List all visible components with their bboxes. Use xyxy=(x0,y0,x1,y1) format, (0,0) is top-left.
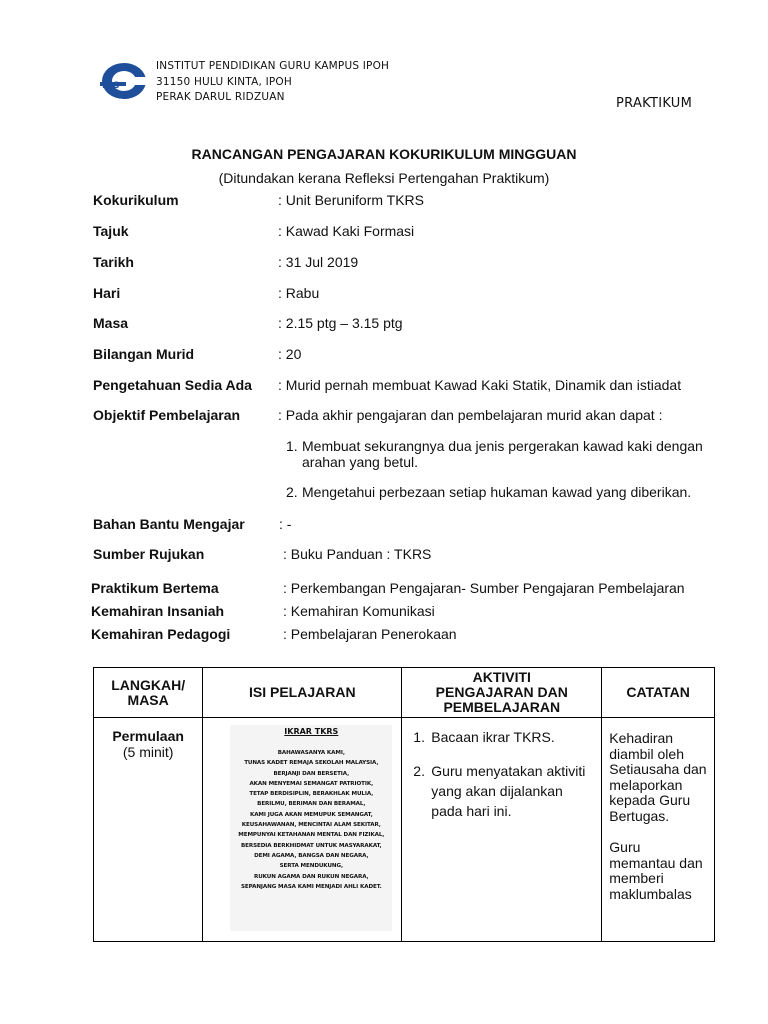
document-subtitle: (Ditundakan kerana Refleksi Pertengahan Praktikum) xyxy=(218,170,550,186)
catatan-notes xyxy=(603,719,713,902)
objektif-item-text: Membuat sekurangnya dua jenis pergerakan kawad kaki dengan arahan yang betul. xyxy=(302,438,703,470)
aktiviti-item-text: Bacaan ikrar TKRS. xyxy=(431,729,555,745)
svg-text:IPG: IPG xyxy=(102,81,120,91)
header-masa: MASA xyxy=(127,691,169,708)
ikrar-line: BERILMU, BERIMAN DAN BERAMAL, xyxy=(257,801,366,808)
sumber-value: : Buku Panduan : TKRS xyxy=(283,546,432,562)
bahan-label: Bahan Bantu Mengajar xyxy=(93,516,245,532)
catatan-note: Kehadiran diambil oleh Setiausaha dan melaporkan kepada Guru Bertugas. xyxy=(609,730,707,824)
kokurikulum-label: Kokurikulum xyxy=(93,192,179,208)
objektif-item-number: 2. xyxy=(286,484,298,500)
table-header-row xyxy=(94,668,715,718)
tarikh-value: : 31 Jul 2019 xyxy=(278,254,359,270)
phase-cell xyxy=(94,718,203,942)
hari-value: : Rabu xyxy=(278,285,320,301)
ipg-logo-icon xyxy=(96,60,148,104)
document-title: RANCANGAN PENGAJARAN KOKURIKULUM MINGGUAN xyxy=(191,146,577,162)
ikrar-line: RUKUN AGAMA DAN RUKUN NEGARA, xyxy=(253,873,369,880)
objektif-item-text: Mengetahui perbezaan setiap hukaman kawad yang diberikan. xyxy=(302,484,692,500)
aktiviti-list xyxy=(403,719,600,821)
ikrar-line: SEPANJANG MASA KAMI MENJADI AHLI KADET. xyxy=(240,883,382,890)
table-row xyxy=(94,718,715,942)
aktiviti-item-text: Guru menyatakan aktiviti yang akan dijalankan pada hari ini. xyxy=(431,763,586,819)
phase-name: Permulaan xyxy=(112,728,184,744)
ikrar-line: TUNAS KADET REMAJA SEKOLAH MALAYSIA, xyxy=(244,760,379,767)
kemahiran-insaniah-label: Kemahiran Insaniah xyxy=(91,603,225,619)
ikrar-line: DEMI AGAMA, BANGSA DAN NEGARA, xyxy=(254,852,369,859)
kemahiran-insaniah-value: : Kemahiran Komunikasi xyxy=(283,603,435,619)
objektif-list xyxy=(286,438,726,514)
tajuk-value: : Kawad Kaki Formasi xyxy=(278,223,415,239)
bilangan-murid-label: Bilangan Murid xyxy=(93,346,195,362)
praktikum-bertema-value: : Perkembangan Pengajaran- Sumber Pengajaran Pembelajaran xyxy=(283,580,685,596)
header-langkah-masa xyxy=(94,668,203,718)
bilangan-murid-value: : 20 xyxy=(278,346,302,362)
kemahiran-pedagogi-value: : Pembelajaran Penerokaan xyxy=(283,626,457,642)
aktiviti-item-number: 2. xyxy=(413,763,425,779)
tajuk-label: Tajuk xyxy=(93,223,129,239)
kemahiran-pedagogi-label: Kemahiran Pedagogi xyxy=(91,626,231,642)
ikrar-line: KEUSAHAWANAN, MENCINTAI ALAM SEKITAR, xyxy=(241,822,381,829)
catatan-cell xyxy=(602,718,715,942)
aktiviti-item xyxy=(413,761,594,821)
header-catatan: CATATAN xyxy=(602,668,715,718)
aktiviti-item-number: 1. xyxy=(413,729,425,745)
header-isi-pelajaran: ISI PELAJARAN xyxy=(203,668,402,718)
tarikh-label: Tarikh xyxy=(93,254,134,270)
institute-name: INSTITUT PENDIDIKAN GURU KAMPUS IPOH xyxy=(156,60,390,72)
ikrar-line: BERJANJI DAN BERSETIA, xyxy=(273,770,350,777)
aktiviti-item xyxy=(413,727,594,747)
header-aktiviti-line-2: PENGAJARAN DAN xyxy=(435,684,568,700)
objektif-item xyxy=(286,438,726,470)
ikrar-line: TETAP BERDISIPLIN, BERAKHLAK MULIA, xyxy=(249,791,374,798)
ikrar-line: MEMPUNYAI KETAHANAN MENTAL DAN FIZIKAL, xyxy=(238,832,385,839)
ikrar-line: BAHAWASANYA KAMI, xyxy=(277,750,345,756)
phase-duration: (5 minit) xyxy=(122,744,174,760)
header-aktiviti xyxy=(402,668,602,718)
pengetahuan-value: : Murid pernah membuat Kawad Kaki Statik, Dinamik dan istiadat xyxy=(278,377,682,393)
lesson-plan-table xyxy=(93,667,715,942)
header-aktiviti-line-3: PEMBELAJARAN xyxy=(443,699,561,715)
objektif-value: : Pada akhir pengajaran dan pembelajaran murid akan dapat : xyxy=(278,407,663,423)
isi-cell xyxy=(203,718,402,942)
masa-value: : 2.15 ptg – 3.15 ptg xyxy=(278,315,403,331)
bahan-value: : - xyxy=(279,516,292,532)
ikrar-tkrs-image xyxy=(230,725,392,931)
objektif-item xyxy=(286,484,726,500)
hari-label: Hari xyxy=(93,285,121,301)
ikrar-line: KAMI JUGA AKAN MEMUPUK SEMANGAT, xyxy=(249,811,373,818)
ikrar-title: IKRAR TKRS xyxy=(284,727,339,736)
ikrar-line: AKAN MENYEMAI SEMANGAT PATRIOTIK, xyxy=(249,780,374,787)
ikrar-line: BERSEDIA BERKHIDMAT UNTUK MASYARAKAT, xyxy=(241,842,382,849)
objektif-item-number: 1. xyxy=(286,438,298,454)
header-langkah: LANGKAH/ xyxy=(111,676,186,693)
sumber-label: Sumber Rujukan xyxy=(93,546,205,562)
praktikum-bertema-label: Praktikum Bertema xyxy=(91,580,219,596)
institute-address-1: 31150 HULU KINTA, IPOH xyxy=(156,76,292,88)
ikrar-line: SERTA MENDUKUNG, xyxy=(279,863,343,870)
praktikum-label: PRAKTIKUM xyxy=(616,96,693,111)
aktiviti-cell xyxy=(402,718,602,942)
institute-address-2: PERAK DARUL RIDZUAN xyxy=(156,91,285,103)
catatan-note: Guru memantau dan memberi maklumbalas xyxy=(609,839,703,902)
kokurikulum-value: : Unit Beruniform TKRS xyxy=(278,192,425,208)
ikrar-text xyxy=(230,748,392,892)
masa-label: Masa xyxy=(93,315,129,331)
objektif-label: Objektif Pembelajaran xyxy=(93,407,241,423)
header-aktiviti-line-1: AKTIVITI xyxy=(472,669,531,685)
pengetahuan-label: Pengetahuan Sedia Ada xyxy=(93,377,252,393)
